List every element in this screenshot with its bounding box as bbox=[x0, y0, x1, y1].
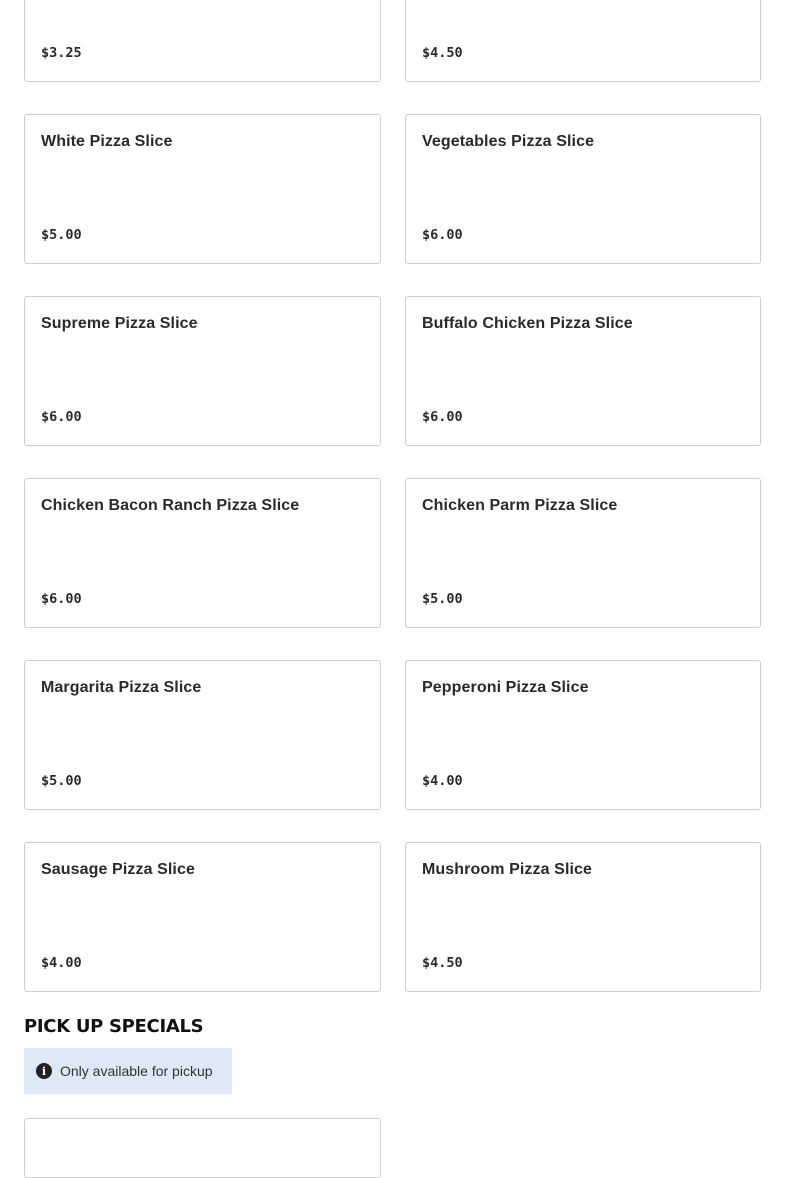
menu-item-name: White Pizza Slice bbox=[41, 133, 173, 150]
menu-item-card[interactable] bbox=[24, 0, 381, 82]
menu-item-price: $3.25 bbox=[41, 45, 82, 61]
pickup-notice bbox=[24, 1048, 232, 1094]
menu-item-card[interactable] bbox=[405, 478, 761, 628]
menu-item-price: $5.00 bbox=[422, 591, 463, 607]
menu-item-price: $5.00 bbox=[41, 773, 82, 789]
menu-item-name: Pepperoni Pizza Slice bbox=[422, 679, 589, 696]
menu-item-price: $5.00 bbox=[41, 227, 82, 243]
menu-item-card[interactable] bbox=[405, 114, 761, 264]
menu-item-price: $6.00 bbox=[422, 409, 463, 425]
menu-item-card[interactable] bbox=[24, 114, 381, 264]
menu-item-price: $4.00 bbox=[41, 955, 82, 971]
menu-item-card[interactable] bbox=[24, 842, 381, 992]
menu-item-price: $4.50 bbox=[422, 45, 463, 61]
menu-item-price: $4.00 bbox=[422, 773, 463, 789]
menu-item-name: Supreme Pizza Slice bbox=[41, 315, 198, 332]
pickup-notice-text: Only available for pickup bbox=[60, 1063, 213, 1079]
menu-grid bbox=[24, 0, 761, 992]
menu-item-name: Vegetables Pizza Slice bbox=[422, 133, 595, 150]
menu-item-name: Buffalo Chicken Pizza Slice bbox=[422, 315, 633, 332]
menu-item-card[interactable] bbox=[24, 478, 381, 628]
menu-item-card[interactable] bbox=[24, 296, 381, 446]
menu-item-price: $4.50 bbox=[422, 955, 463, 971]
menu-item-price: $6.00 bbox=[41, 409, 82, 425]
menu-item-card[interactable] bbox=[405, 842, 761, 992]
menu-item-name: Margarita Pizza Slice bbox=[41, 679, 202, 696]
menu-item-price: $6.00 bbox=[41, 591, 82, 607]
menu-item-card[interactable] bbox=[24, 1118, 381, 1178]
menu-item-card[interactable] bbox=[24, 660, 381, 810]
menu-item-card[interactable] bbox=[405, 0, 761, 82]
menu-item-name: Chicken Parm Pizza Slice bbox=[422, 497, 618, 514]
menu-item-card[interactable] bbox=[405, 296, 761, 446]
menu-item-price: $6.00 bbox=[422, 227, 463, 243]
section-title: PICK UP SPECIALS bbox=[24, 1016, 204, 1037]
menu-item-name: Sausage Pizza Slice bbox=[41, 861, 195, 878]
info-icon: i bbox=[36, 1063, 52, 1079]
menu-item-card[interactable] bbox=[405, 660, 761, 810]
menu-item-name: Chicken Bacon Ranch Pizza Slice bbox=[41, 497, 300, 514]
menu-item-name: Mushroom Pizza Slice bbox=[422, 861, 593, 878]
